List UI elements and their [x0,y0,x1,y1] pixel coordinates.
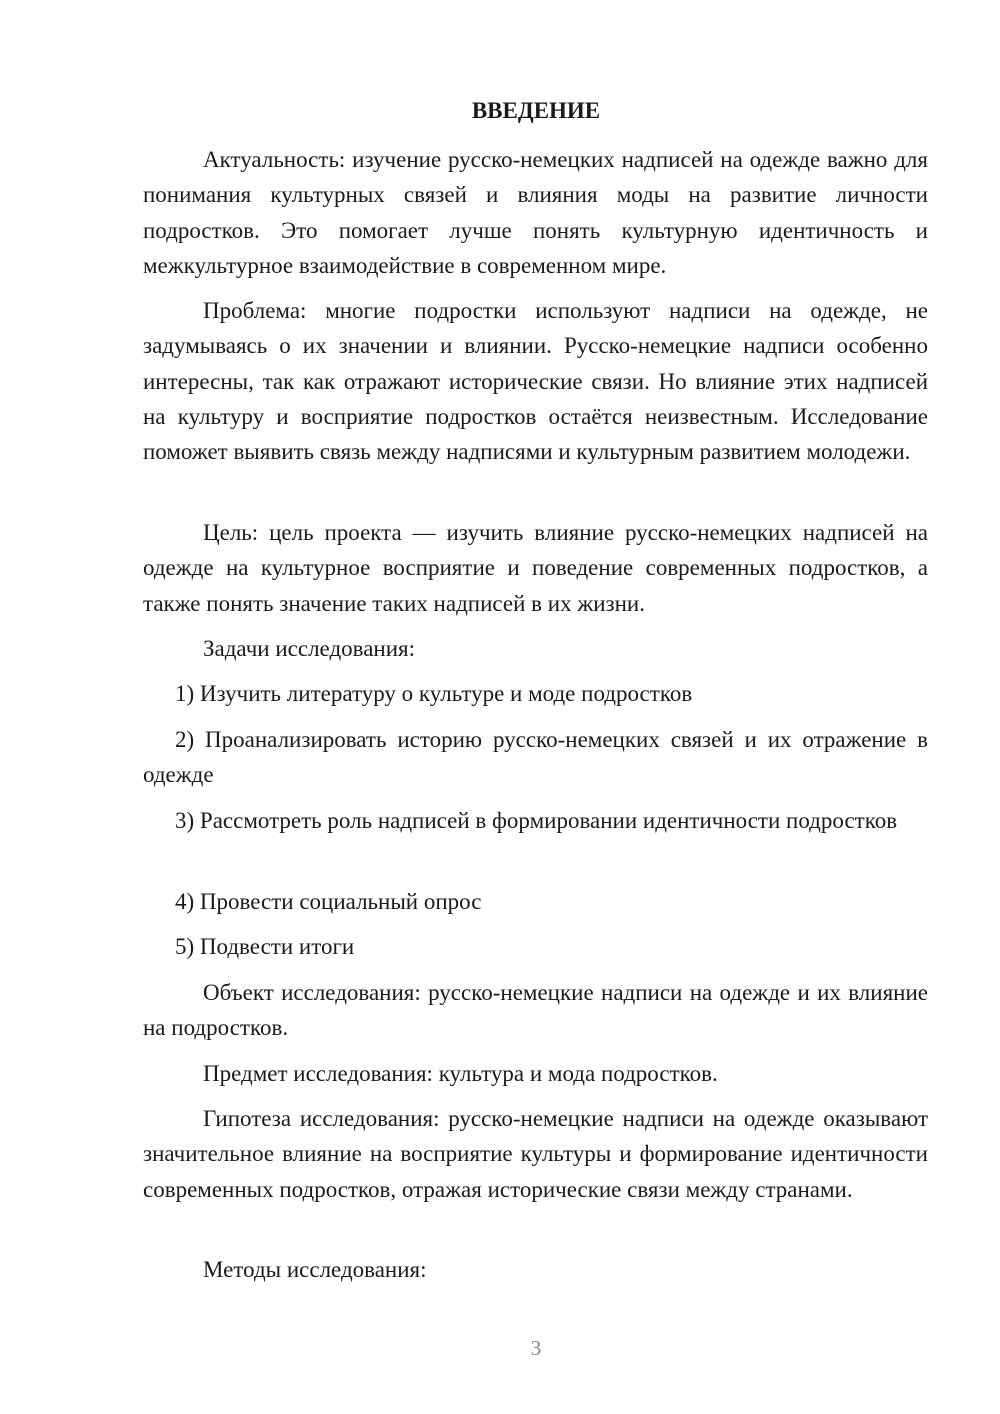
paragraph-hypothesis: Гипотеза исследования: русско-немецкие надписи на одежде оказывают значительное влияние на восприятие культуры и формирование идентичности современных подростков, отражая исторические связи между странами. [143,1106,928,1202]
methods-heading: Методы исследования: [203,1257,427,1282]
task-item-5: 5) Подвести итоги [175,934,355,959]
paragraph-relevance: Актуальность: изучение русско-немецких надписей на одежде важно для понимания культурных связей и влияния моды на развитие личности подростков. Это помогает лучше понять культурную идентичность и межкультурное взаимодействие в современном мире. [143,147,928,278]
task-item-2: 2) Проанализировать историю русско-немецких связей и их отражение в одежде [143,727,928,788]
task-item-3: 3) Рассмотреть роль надписей в формировании идентичности подростков [175,808,898,833]
paragraph-subject: Предмет исследования: культура и мода подростков. [203,1061,718,1086]
paragraph-object: Объект исследования: русско-немецкие надписи на одежде и их влияние на подростков. [143,980,928,1041]
paragraph-problem: Проблема: многие подростки используют надписи на одежде, не задумываясь о их значении и влиянии. Русско-немецкие надписи особенно интересны, так как отражают исторические связи. Но влияние этих надписей на культуру и восприятие подростков остаётся неизвестным. Исследование поможет выявить связь между надписями и культурным развитием молодежи. [143,298,928,465]
page-heading: ВВЕДЕНИЕ [471,98,601,123]
task-item-1: 1) Изучить литературу о культуре и моде подростков [175,681,693,706]
page-number: 3 [530,1336,542,1360]
tasks-heading: Задачи исследования: [203,636,416,661]
task-item-4: 4) Провести социальный опрос [175,889,482,914]
paragraph-goal: Цель: цель проекта — изучить влияние русско-немецких надписей на одежде на культурное восприятие и поведение современных подростков, а также понять значение таких надписей в их жизни. [143,520,928,616]
